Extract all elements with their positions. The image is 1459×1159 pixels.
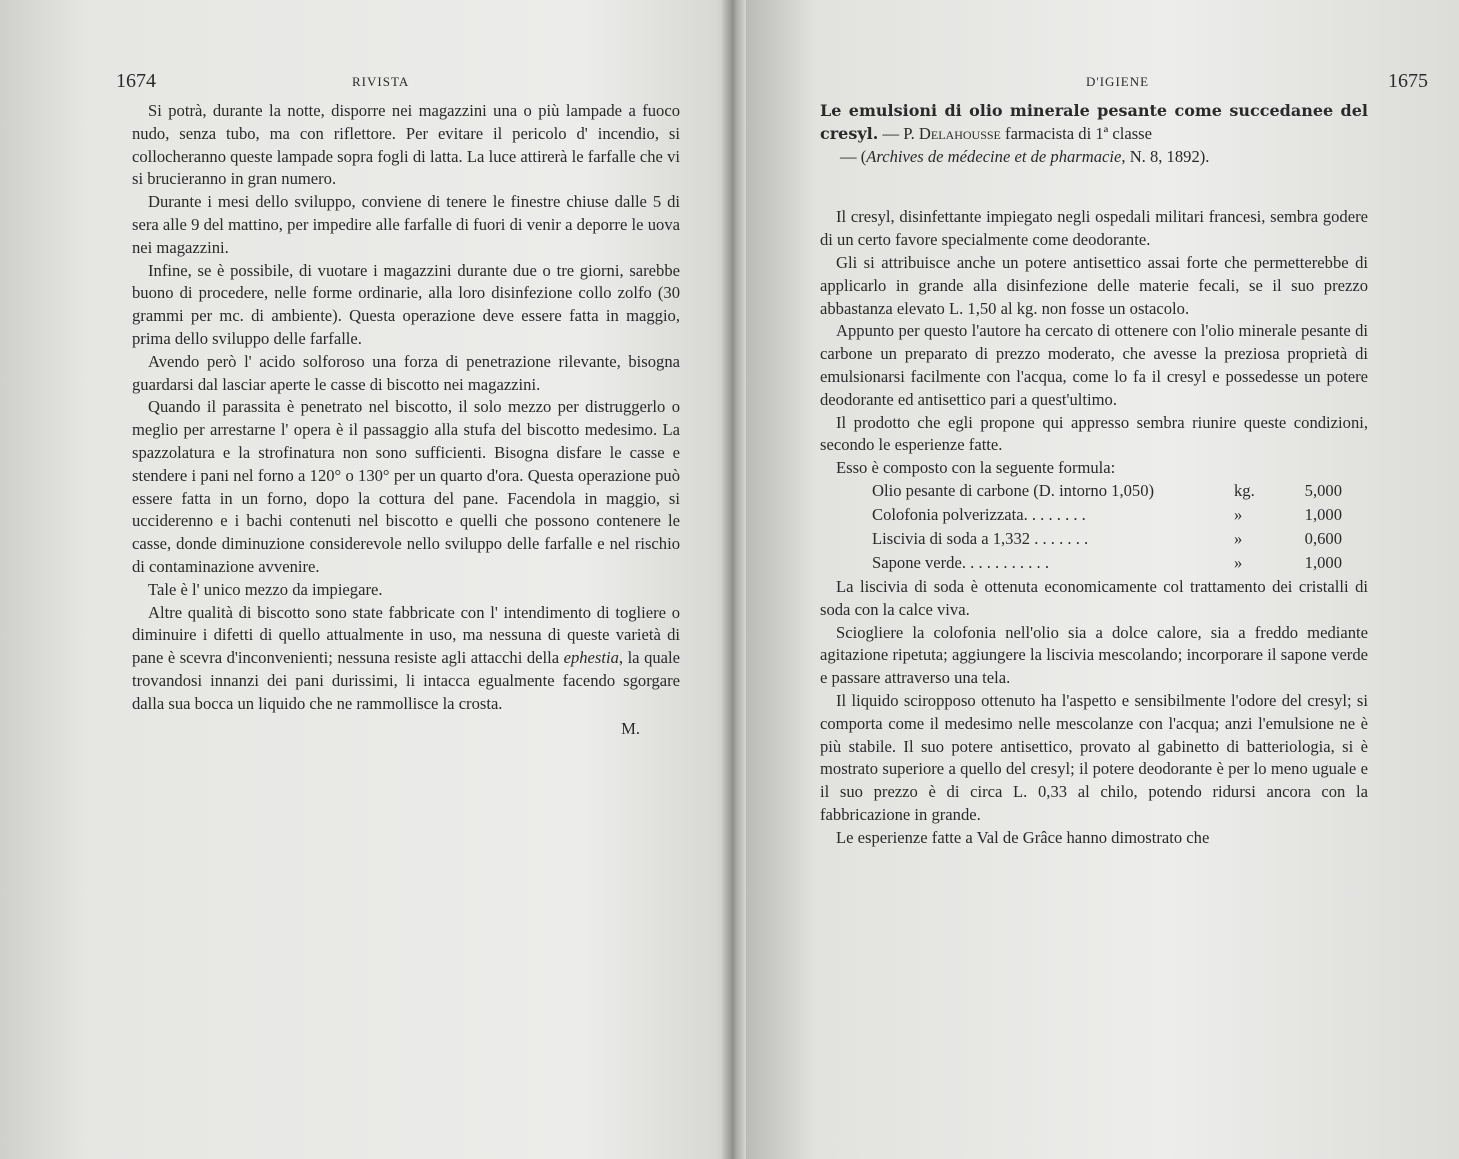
heading-spacer	[820, 168, 1368, 206]
source-prefix: — (	[840, 146, 867, 166]
article-title: Le emulsioni di olio minerale pesante come succedanee del cresyl.	[820, 101, 1368, 143]
page-number: 1675	[1388, 70, 1428, 92]
right-page	[742, 0, 1459, 1159]
ingredient-unit: »	[1234, 552, 1243, 572]
source-suffix: , N. 8, 1892).	[1121, 146, 1210, 166]
paragraph: Le esperienze fatte a Val de Grâce hanno dimostrato che	[836, 827, 1210, 847]
ingredient-unit: »	[1234, 528, 1243, 548]
signature: M.	[621, 718, 640, 738]
paragraph: Esso è composto con la seguente formula:	[836, 458, 1116, 478]
paragraph: Il cresyl, disinfettante impiegato negli ospedali militari francesi, sembra godere di un certo favore specialmente come deodorante.	[820, 207, 1368, 250]
author-role: farmacista di 1ª classe	[1000, 123, 1152, 143]
right-text-column	[820, 100, 1368, 850]
formula-table	[872, 480, 1342, 576]
left-header	[116, 70, 676, 96]
formula-row	[872, 528, 1342, 552]
ingredient-name: Colofonia polverizzata. . . . . . . .	[872, 504, 1086, 524]
ingredient-unit: »	[1234, 504, 1243, 524]
paragraph: Appunto per questo l'autore ha cercato di ottenere con l'olio minerale pesante di carbone un preparato di prezzo moderato, che avesse la preziosa proprietà di emulsionarsi facilmente con l'acqua, come lo fa il cresyl e possedesse un potere deodorante ed antisettico pari a quest'ultimo.	[820, 321, 1368, 409]
source-journal: Archives de médecine et de pharmacie	[866, 146, 1122, 166]
right-header	[840, 70, 1428, 96]
paragraph	[132, 602, 680, 716]
paragraph-text: , la quale trovandosi innanzi dei pani durissimi, li intacca egualmente facendo sgorgare dalla sua bocca un liquido che ne rammollisce la crosta.	[132, 648, 680, 713]
paragraph: Avendo però l' acido solforoso una forza di penetrazione rilevante, bisogna guardarsi dal lasciar aperte le casse di biscotto nei magazzini.	[132, 351, 680, 394]
paragraph: La liscivia di soda è ottenuta economicamente col trattamento dei cristalli di soda con la calce viva.	[820, 576, 1368, 619]
paragraph: Tale è l' unico mezzo da impiegare.	[148, 579, 383, 599]
paragraph: Infine, se è possibile, di vuotare i magazzini durante due o tre giorni, sarebbe buono di procedere, nelle forme ordinarie, alla loro disinfezione collo zolfo (30 grammi per mc. di ambiente). Questa operazione deve essere fatta in maggio, prima dello sviluppo delle farfalle.	[132, 260, 680, 348]
ingredient-name: Liscivia di soda a 1,332 . . . . . . .	[872, 528, 1089, 548]
left-page	[0, 0, 729, 1159]
byline-dash: — P.	[878, 123, 919, 143]
paragraph: Durante i mesi dello sviluppo, conviene di tenere le finestre chiuse dalle 5 di sera alle 9 del mattino, per impedire alle farfalle di fuori di venir a deporre le uova nei magazzini.	[132, 192, 680, 257]
running-title: RIVISTA	[352, 74, 410, 89]
formula-row	[872, 552, 1342, 576]
ingredient-value: 5,000	[1304, 480, 1342, 500]
paragraph: Il prodotto che egli propone qui appresso sembra riunire queste condizioni, secondo le esperienze fatte.	[820, 412, 1368, 455]
formula-row	[872, 504, 1342, 528]
paragraph: Sciogliere la colofonia nell'olio sia a dolce calore, sia a freddo mediante agitazione ripetuta; aggiungere la liscivia mescolando; incorporare il sapone verde e passare attraverso una tela.	[820, 622, 1368, 688]
paragraph: Si potrà, durante la notte, disporre nei magazzini una o più lampade a fuoco nudo, senza tubo, ma con riflettore. Per evitare il pericolo d' incendio, si collocheranno queste lampade sopra fogli di latta. La luce attirerà le farfalle che vi si brucieranno in gran numero.	[132, 101, 680, 189]
author-name: Delahousse	[918, 123, 1001, 143]
article-heading	[820, 100, 1368, 168]
page-number: 1674	[116, 70, 156, 92]
paragraph: Gli si attribuisce anche un potere antisettico assai forte che permetterebbe di applicarlo in grande alla disinfezione delle materie fecali, se il suo prezzo abbastanza elevato L. 1,50 al kg. non fosse un ostacolo.	[820, 252, 1368, 318]
italic-term: ephestia	[563, 648, 619, 668]
left-text-column	[132, 100, 680, 740]
running-title: D'IGIENE	[1086, 74, 1150, 89]
paragraph: Quando il parassita è penetrato nel biscotto, il solo mezzo per distruggerlo o meglio per arrestarne l' opera è il passaggio alla stufa del biscotto medesimo. La spazzolatura e la strofinatura non sono sufficienti. Bisogna disfare le casse e stendere i pani nel forno a 120° o 130° per un quarto d'ora. Questa operazione può essere fatta in un forno, dopo la cottura del pane. Facendola in maggio, si ucciderenno e i bachi contenuti nel biscotto e quelli che possono contenere le casse, donde diminuzione considerevole nello sviluppo delle farfalle e nel rischio di contaminazione avvenire.	[132, 397, 680, 576]
ingredient-name: Olio pesante di carbone (D. intorno 1,050)	[872, 480, 1155, 500]
article-source	[820, 146, 1368, 169]
ingredient-value: 0,600	[1304, 528, 1342, 548]
paragraph-text: Altre qualità di biscotto sono state fabbricate con l' intendimento di togliere o diminuire i difetti di quello attualmente in uso, ma nessuna di queste varietà di pane è scevra d'inconvenienti; nessuna resiste agli attacchi della	[132, 602, 680, 668]
paragraph: Il liquido sciropposo ottenuto ha l'aspetto e sensibilmente l'odore del cresyl; si comporta come il medesimo nelle mescolanze con l'acqua; anzi l'emulsione ne è più stabile. Il suo potere antisettico, provato al gabinetto di batteriologia, si è mostrato superiore a quello del cresyl; il potere deodorante è per lo meno uguale e il suo prezzo è di circa L. 0,33 al chilo, potendo ridursi ancora con la fabbricazione in grande.	[820, 690, 1368, 824]
formula-row	[872, 480, 1342, 504]
ingredient-unit: kg.	[1234, 480, 1255, 500]
ingredient-name: Sapone verde. . . . . . . . . . .	[872, 552, 1049, 572]
ingredient-value: 1,000	[1304, 504, 1342, 524]
ingredient-value: 1,000	[1304, 552, 1342, 572]
